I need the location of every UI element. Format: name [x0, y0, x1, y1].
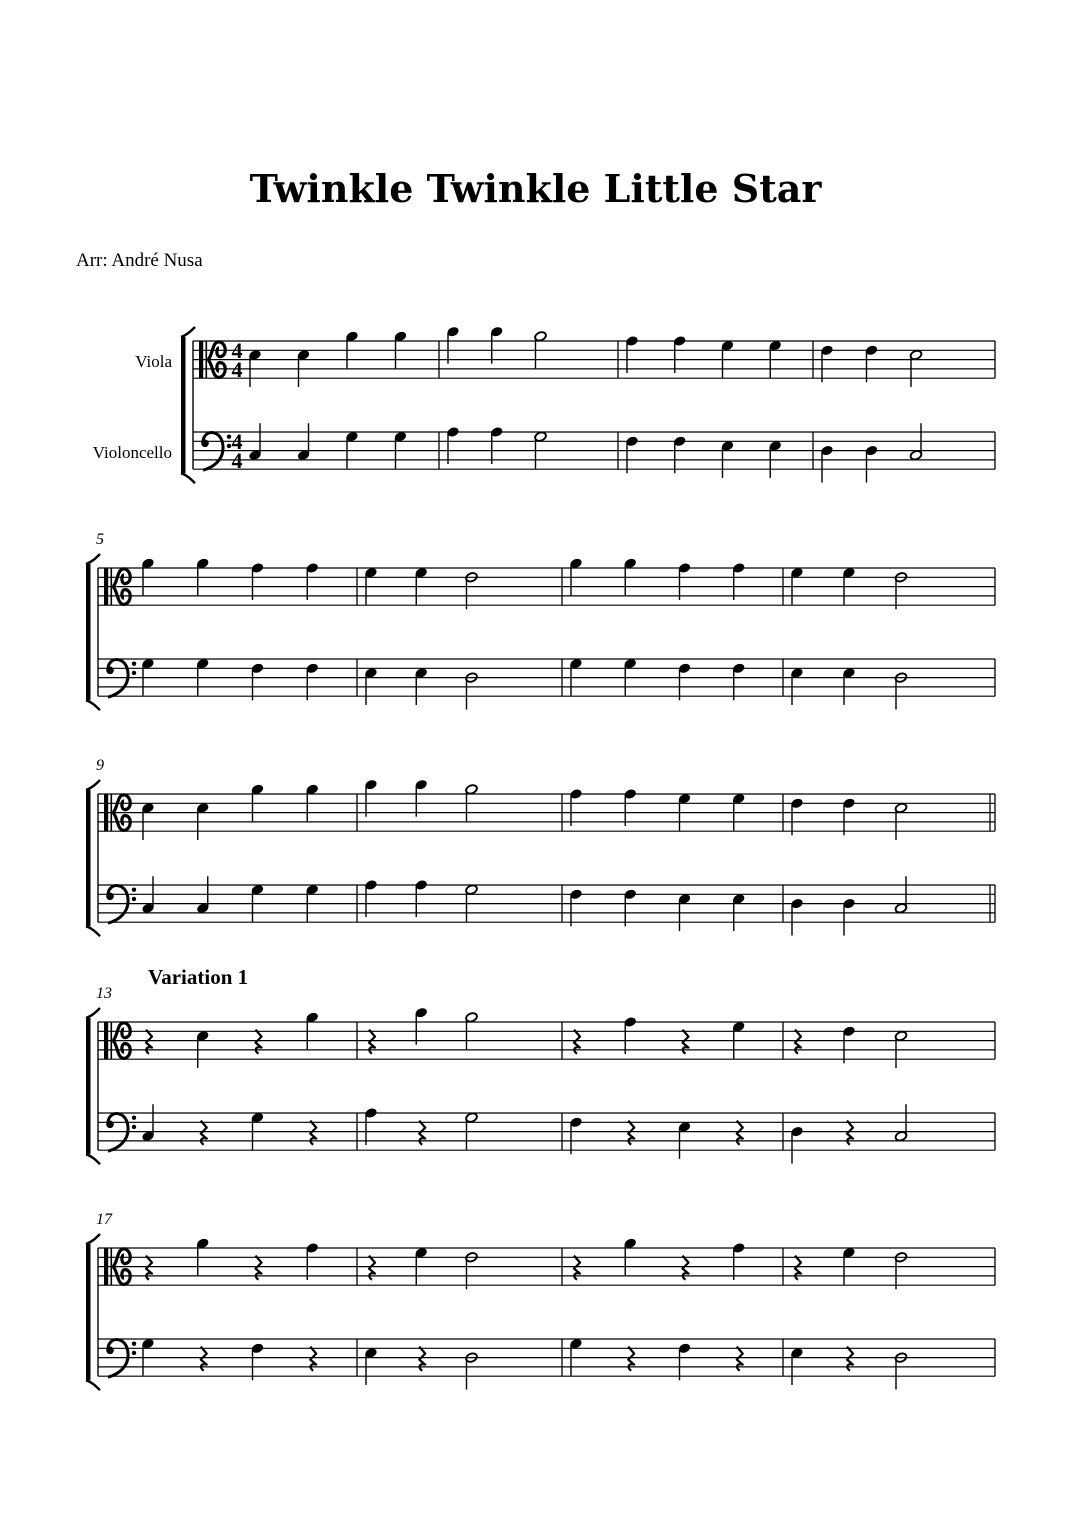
quarter-note: [196, 802, 210, 840]
quarter-note: [394, 330, 408, 368]
bass-clef-lower-dot: [132, 1351, 136, 1355]
quarter-note: [732, 893, 746, 931]
quarter-note: [196, 1030, 210, 1068]
measure-number: 13: [96, 985, 112, 1002]
quarter-note: [414, 1247, 428, 1285]
bass-clef-lower-dot: [132, 671, 136, 675]
quarter-note: [251, 884, 265, 922]
cello-staff: [98, 885, 995, 922]
measure: [364, 1007, 478, 1150]
bass-clef-icon: [106, 1114, 136, 1152]
bass-clef-upper-dot: [132, 1115, 136, 1119]
measure-number: 17: [96, 1211, 112, 1228]
bracket-bottom-hook: [86, 700, 100, 710]
bracket-top-hook: [181, 327, 195, 337]
cello-staff: [98, 1339, 995, 1376]
bracket-bar: [86, 790, 91, 926]
quarter-note: [842, 567, 856, 605]
bass-clef-upper-dot: [132, 661, 136, 665]
bass-clef-curve: [108, 1114, 128, 1152]
quarter-note: [251, 1112, 265, 1150]
half-note: [894, 876, 907, 914]
measure: [790, 567, 908, 710]
time-signature-denominator: 4: [231, 356, 243, 382]
measure: [141, 1011, 319, 1149]
quarter-note: [248, 423, 262, 461]
bracket-top-hook: [86, 1234, 100, 1244]
quarter-note: [297, 423, 311, 461]
bracket-bar: [86, 1244, 91, 1380]
half-note: [534, 331, 547, 369]
bass-clef-lower-dot: [132, 1125, 136, 1129]
measure: [141, 783, 319, 921]
bass-clef-head-dot: [201, 440, 209, 448]
bass-clef-upper-dot: [132, 887, 136, 891]
quarter-note: [623, 1237, 637, 1275]
quarter-note: [732, 1021, 746, 1059]
quarter-note: [678, 793, 692, 831]
bracket-bottom-hook: [86, 1380, 100, 1390]
time-signature-denominator: 4: [231, 447, 243, 473]
measure-number: 9: [96, 757, 104, 774]
bass-clef-head-dot: [106, 1347, 114, 1355]
viola-staff: [98, 794, 995, 831]
bracket-bottom-hook: [86, 1154, 100, 1164]
measure: [446, 326, 547, 469]
bracket-bottom-hook: [86, 926, 100, 936]
quarter-note: [842, 1247, 856, 1285]
measure: [569, 557, 746, 700]
bracket-bar: [86, 564, 91, 700]
bass-clef-icon: [106, 886, 136, 924]
measure: [569, 1237, 746, 1380]
quarter-note: [569, 658, 583, 696]
bracket-bar: [86, 1018, 91, 1154]
viola-staff: [98, 1248, 995, 1285]
half-note: [894, 1030, 907, 1068]
bass-clef-curve: [108, 886, 128, 924]
quarter-note: [623, 658, 637, 696]
quarter-note: [297, 349, 311, 387]
measure: [141, 1237, 319, 1380]
measure: [569, 788, 746, 931]
quarter-note: [364, 667, 378, 705]
measure: [820, 344, 923, 482]
bass-clef-head-dot: [106, 893, 114, 901]
instrument-name-viola: Viola: [135, 352, 172, 371]
half-note: [894, 802, 907, 840]
half-note: [465, 884, 478, 922]
bass-clef-head-dot: [106, 1121, 114, 1129]
bracket-bar: [181, 337, 186, 473]
bass-clef-icon: [106, 1340, 136, 1378]
quarter-note: [490, 326, 504, 364]
section-label: Variation 1: [148, 965, 249, 989]
quarter-note: [768, 440, 782, 478]
bracket-top-hook: [86, 554, 100, 564]
bass-clef-curve: [108, 1340, 128, 1378]
quarter-note: [364, 567, 378, 605]
measure-number: 5: [96, 531, 104, 548]
quarter-note: [251, 783, 265, 821]
quarter-note: [678, 1121, 692, 1159]
quarter-note: [141, 557, 155, 595]
viola-staff: [98, 1022, 995, 1059]
quarter-note: [721, 340, 735, 378]
quarter-note: [196, 557, 210, 595]
bracket-top-hook: [86, 780, 100, 790]
arranger-credit: Arr: André Nusa: [76, 250, 203, 271]
quarter-note: [790, 667, 804, 705]
half-note: [909, 349, 922, 387]
half-note: [894, 1104, 907, 1142]
staff-system: [96, 1211, 995, 1390]
instrument-name-cello: Violoncello: [92, 443, 172, 462]
staff-system: [96, 531, 995, 710]
quarter-note: [345, 330, 359, 368]
quarter-note: [569, 557, 583, 595]
quarter-note: [141, 658, 155, 696]
quarter-note: [248, 349, 262, 387]
bracket-top-hook: [86, 1008, 100, 1018]
quarter-note: [842, 667, 856, 705]
quarter-note: [141, 876, 155, 914]
measure: [364, 779, 478, 922]
cello-staff: [193, 432, 995, 469]
quarter-note: [305, 783, 319, 821]
measure: [625, 335, 782, 478]
measure: [364, 567, 478, 710]
quarter-note: [446, 326, 460, 364]
staff-system: [93, 326, 995, 483]
measure: [141, 557, 319, 700]
quarter-note: [364, 1347, 378, 1385]
measure: [790, 797, 908, 935]
bass-clef-head-dot: [106, 667, 114, 675]
quarter-note: [414, 667, 428, 705]
quarter-note: [394, 431, 408, 469]
bass-clef-icon: [201, 433, 231, 471]
quarter-note: [790, 567, 804, 605]
cello-staff: [98, 1113, 995, 1150]
staff-system: [96, 965, 995, 1164]
quarter-note: [414, 779, 428, 817]
staff-system: [96, 757, 995, 936]
quarter-note: [569, 1338, 583, 1376]
quarter-note: [790, 1347, 804, 1385]
quarter-note: [141, 1104, 155, 1142]
quarter-note: [721, 440, 735, 478]
half-note: [465, 1012, 478, 1050]
half-note: [465, 1112, 478, 1150]
cello-staff: [98, 659, 995, 696]
bass-clef-upper-dot: [132, 1341, 136, 1345]
quarter-note: [196, 1237, 210, 1275]
quarter-note: [768, 340, 782, 378]
quarter-note: [305, 1011, 319, 1049]
bass-clef-lower-dot: [132, 897, 136, 901]
quarter-note: [414, 1007, 428, 1045]
quarter-note: [345, 431, 359, 469]
bass-clef-curve: [203, 433, 223, 471]
quarter-note: [732, 793, 746, 831]
time-signature-numerator: 4: [231, 338, 243, 364]
quarter-note: [414, 567, 428, 605]
score-title: Twinkle Twinkle Little Star: [249, 166, 822, 211]
measure: [790, 1247, 908, 1390]
quarter-note: [196, 658, 210, 696]
quarter-note: [141, 1338, 155, 1376]
measure: [790, 1025, 908, 1163]
bracket-bottom-hook: [181, 473, 195, 483]
time-signature-numerator: 4: [231, 429, 243, 455]
quarter-note: [678, 893, 692, 931]
viola-staff: [98, 568, 995, 605]
quarter-note: [623, 557, 637, 595]
half-note: [534, 431, 547, 469]
measure: [364, 1247, 478, 1390]
bass-clef-icon: [106, 660, 136, 698]
quarter-note: [141, 802, 155, 840]
bass-clef-curve: [108, 660, 128, 698]
half-note: [909, 423, 922, 461]
quarter-note: [305, 884, 319, 922]
half-note: [465, 784, 478, 822]
quarter-note: [364, 779, 378, 817]
quarter-note: [196, 876, 210, 914]
measure: [248, 330, 407, 468]
measure: [569, 1016, 746, 1159]
